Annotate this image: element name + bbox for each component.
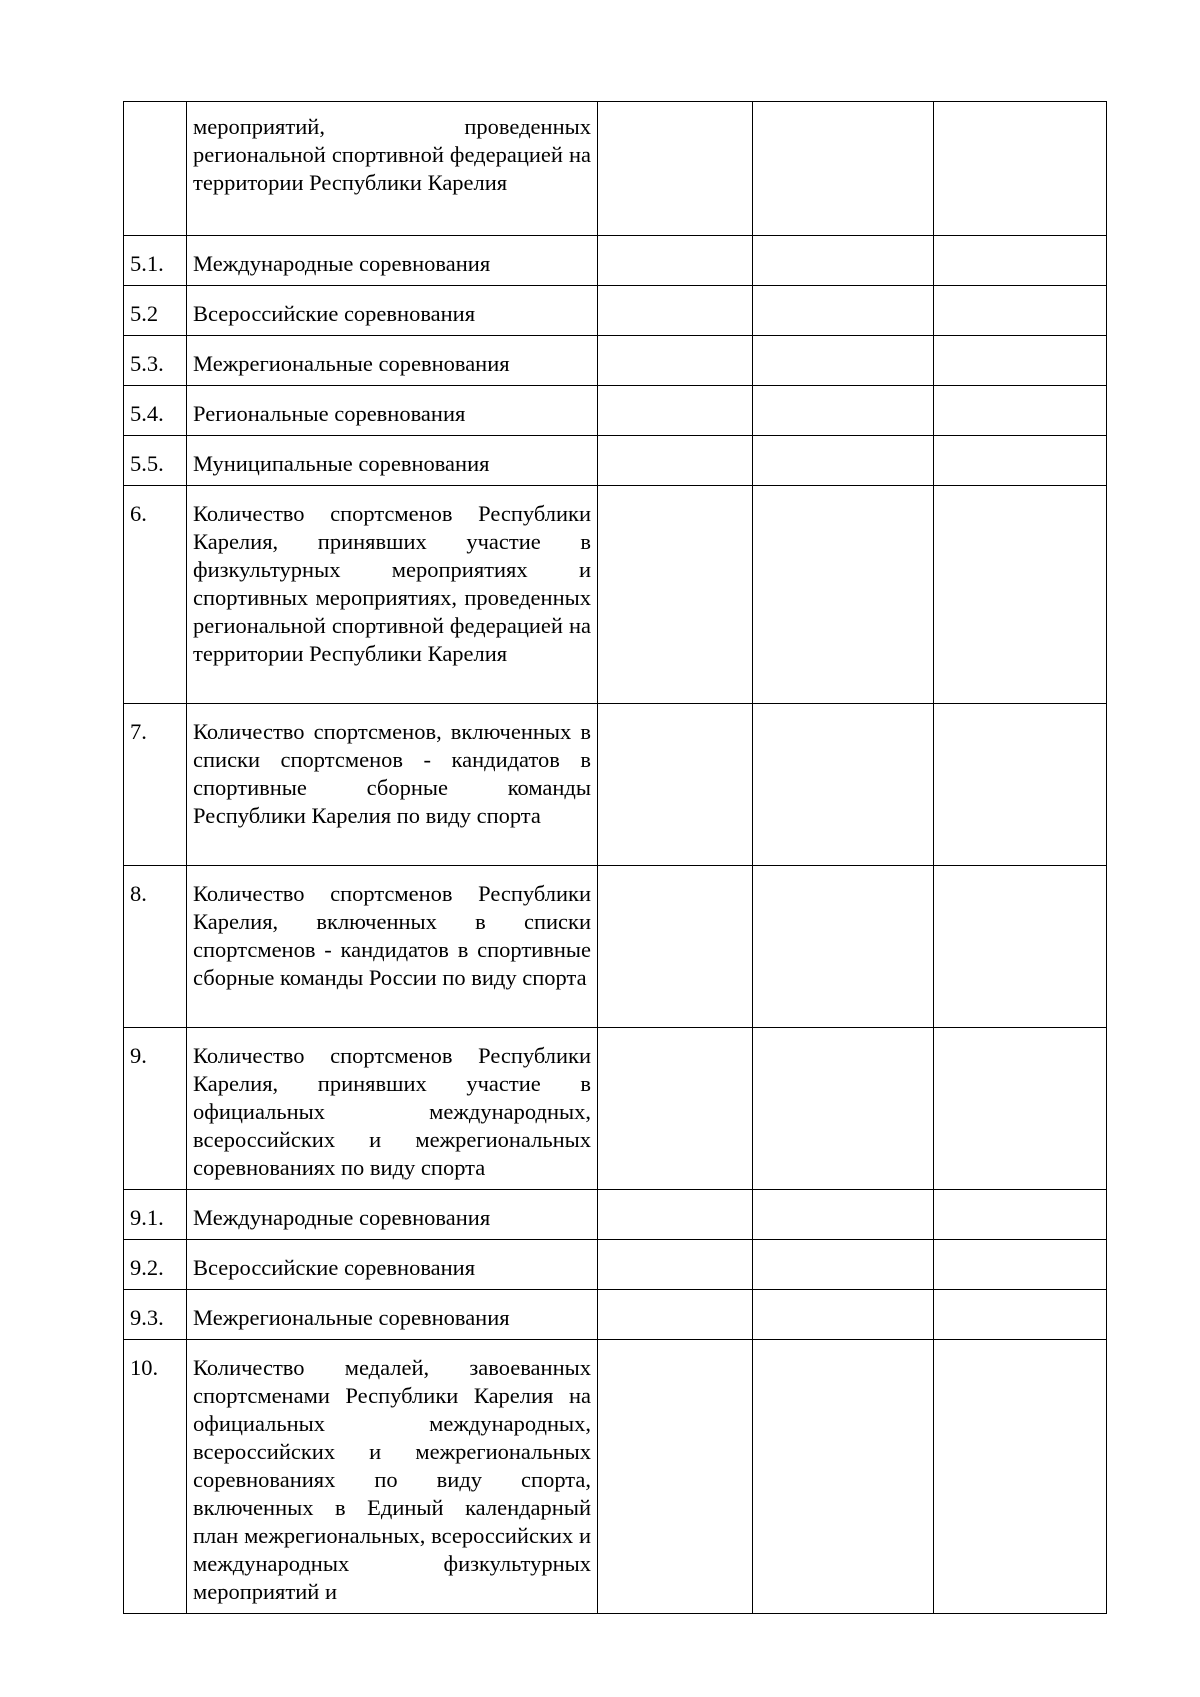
value-cell bbox=[598, 1290, 753, 1340]
value-cell bbox=[934, 236, 1107, 286]
row-number: 5.5. bbox=[124, 436, 187, 486]
row-number: 5.4. bbox=[124, 386, 187, 436]
row-description: Межрегиональные соревнования bbox=[187, 1290, 598, 1340]
row-number: 9.1. bbox=[124, 1190, 187, 1240]
value-cell bbox=[598, 336, 753, 386]
value-cell bbox=[753, 1028, 934, 1190]
row-description: Региональные соревнования bbox=[187, 386, 598, 436]
value-cell bbox=[753, 236, 934, 286]
value-cell bbox=[753, 386, 934, 436]
value-cell bbox=[934, 1028, 1107, 1190]
value-cell bbox=[598, 1190, 753, 1240]
row-number: 10. bbox=[124, 1340, 187, 1614]
row-description: Межрегиональные соревнования bbox=[187, 336, 598, 386]
value-cell bbox=[934, 386, 1107, 436]
table-row bbox=[124, 866, 1107, 1028]
row-number bbox=[124, 102, 187, 236]
row-number: 9.2. bbox=[124, 1240, 187, 1290]
value-cell bbox=[934, 1240, 1107, 1290]
value-cell bbox=[934, 1290, 1107, 1340]
row-description: Всероссийские соревнования bbox=[187, 1240, 598, 1290]
value-cell bbox=[753, 1290, 934, 1340]
value-cell bbox=[598, 866, 753, 1028]
value-cell bbox=[598, 436, 753, 486]
value-cell bbox=[753, 336, 934, 386]
table-row bbox=[124, 486, 1107, 704]
value-cell bbox=[753, 286, 934, 336]
row-number: 8. bbox=[124, 866, 187, 1028]
value-cell bbox=[598, 1340, 753, 1614]
value-cell bbox=[934, 866, 1107, 1028]
value-cell bbox=[934, 1340, 1107, 1614]
table-row bbox=[124, 336, 1107, 386]
row-description: Количество спортсменов Республики Карелия, включенных в списки спортсменов - кандидатов в спортивные сборные команды России по виду спорта bbox=[187, 866, 598, 1028]
table-row bbox=[124, 436, 1107, 486]
row-description: Количество спортсменов Республики Карелия, принявших участие в физкультурных мероприятиях и спортивных мероприятиях, проведенных региональной спортивной федерацией на территории Республики Карелия bbox=[187, 486, 598, 704]
value-cell bbox=[753, 704, 934, 866]
value-cell bbox=[934, 1190, 1107, 1240]
row-description: мероприятий, проведенных региональной спортивной федерацией на территории Республики Карелия bbox=[187, 102, 598, 236]
value-cell bbox=[753, 1340, 934, 1614]
value-cell bbox=[753, 436, 934, 486]
value-cell bbox=[934, 704, 1107, 866]
row-number: 7. bbox=[124, 704, 187, 866]
table-row bbox=[124, 386, 1107, 436]
row-description: Количество медалей, завоеванных спортсменами Республики Карелия на официальных международных, всероссийских и межрегиональных соревнованиях по виду спорта, включенных в Единый календарный план межрегиональных, всероссийских и международных физкультурных мероприятий и bbox=[187, 1340, 598, 1614]
table-row bbox=[124, 236, 1107, 286]
row-description: Муниципальные соревнования bbox=[187, 436, 598, 486]
value-cell bbox=[598, 704, 753, 866]
table-row bbox=[124, 704, 1107, 866]
table-row bbox=[124, 102, 1107, 236]
value-cell bbox=[934, 286, 1107, 336]
row-number: 5.3. bbox=[124, 336, 187, 386]
value-cell bbox=[598, 236, 753, 286]
value-cell bbox=[598, 386, 753, 436]
row-number: 9.3. bbox=[124, 1290, 187, 1340]
table-row bbox=[124, 286, 1107, 336]
row-description: Количество спортсменов, включенных в списки спортсменов - кандидатов в спортивные сборные команды Республики Карелия по виду спорта bbox=[187, 704, 598, 866]
value-cell bbox=[753, 102, 934, 236]
value-cell bbox=[598, 1028, 753, 1190]
table-row bbox=[124, 1190, 1107, 1240]
value-cell bbox=[753, 1190, 934, 1240]
value-cell bbox=[753, 866, 934, 1028]
value-cell bbox=[753, 486, 934, 704]
value-cell bbox=[934, 486, 1107, 704]
row-number: 6. bbox=[124, 486, 187, 704]
value-cell bbox=[753, 1240, 934, 1290]
table-row bbox=[124, 1028, 1107, 1190]
value-cell bbox=[934, 336, 1107, 386]
value-cell bbox=[598, 1240, 753, 1290]
row-number: 5.2 bbox=[124, 286, 187, 336]
row-description: Международные соревнования bbox=[187, 236, 598, 286]
value-cell bbox=[934, 102, 1107, 236]
row-number: 5.1. bbox=[124, 236, 187, 286]
row-description: Международные соревнования bbox=[187, 1190, 598, 1240]
value-cell bbox=[598, 486, 753, 704]
table-row bbox=[124, 1290, 1107, 1340]
row-description: Всероссийские соревнования bbox=[187, 286, 598, 336]
row-description: Количество спортсменов Республики Карелия, принявших участие в официальных международных, всероссийских и межрегиональных соревнованиях по виду спорта bbox=[187, 1028, 598, 1190]
table-row bbox=[124, 1240, 1107, 1290]
value-cell bbox=[934, 436, 1107, 486]
value-cell bbox=[598, 102, 753, 236]
value-cell bbox=[598, 286, 753, 336]
table-row bbox=[124, 1340, 1107, 1614]
row-number: 9. bbox=[124, 1028, 187, 1190]
indicators-table bbox=[123, 101, 1107, 1614]
